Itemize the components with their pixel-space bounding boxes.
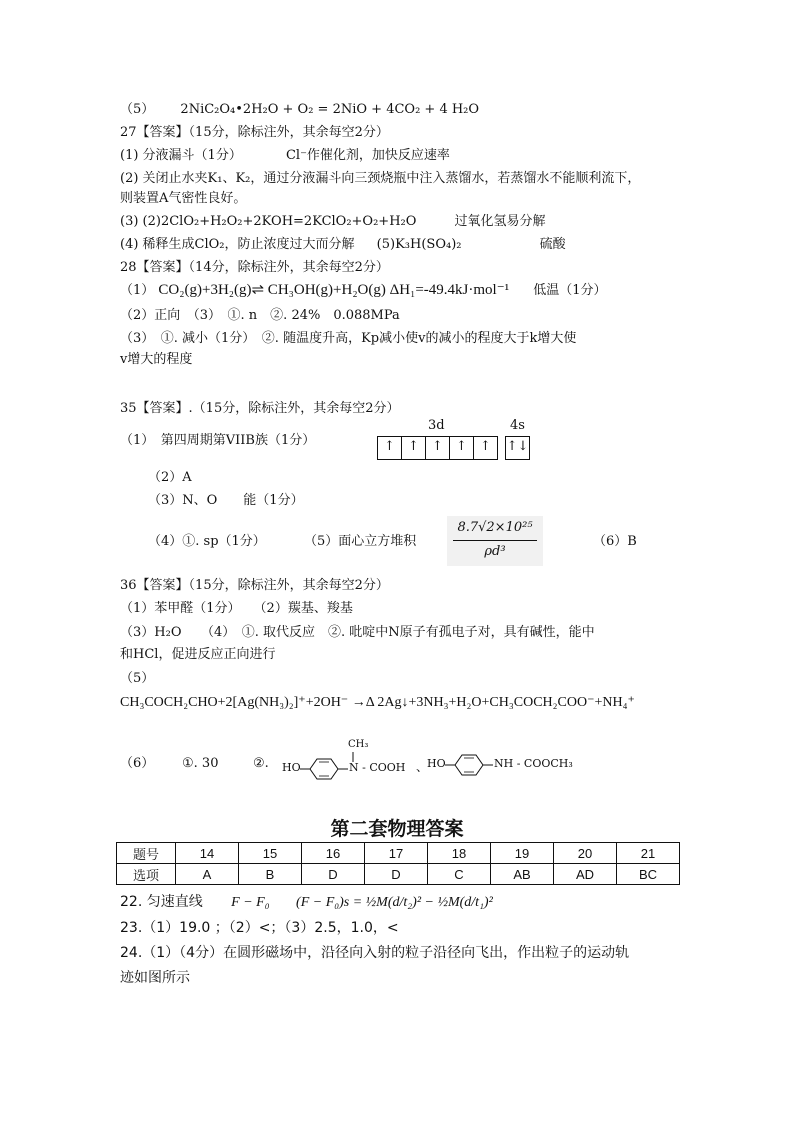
row-label: 选项 [117,864,176,885]
answer-cell: D [365,864,428,885]
fraction-denominator: ρd³ [484,544,506,559]
q27-line2b: 则装置A气密性良好。 [120,191,247,206]
question-number: 14 [176,843,239,864]
s1-n-cooh: N - COOH [349,761,406,774]
orbital-3d-cell: ↑ [450,437,474,459]
q27-line3 [120,213,546,231]
q36-line3b: 和HCl，促进反应正向进行 [120,647,276,662]
answer-cell: BC [617,864,680,885]
q22-formula1: F − F₀ [231,895,270,910]
q36-line1: （1）苯甲醛（1分） （2）羰基、羧基 [120,601,353,616]
orbital-label-3d: 3d [428,418,445,433]
structure-1 [280,738,420,782]
orbital-box-3d [377,436,498,460]
q35-heading: 35【答案】.（15分，除标注外，其余每空2分） [120,401,400,416]
q35-line1: （1） 第四周期第VIIB族（1分） [120,433,316,448]
q23-line: 23.（1）19.0 ；（2）<；（3）2.5，1.0，< [120,920,399,936]
answer-cell: AD [554,864,617,885]
q26-5-line [120,101,479,119]
q35-l4c: （6）B [593,534,637,549]
s2-ho: HO [427,757,446,770]
q35-line3: （3）N、O 能（1分） [148,493,304,508]
q27-l4a: (4) 稀释生成ClO₂，防止浓度过大而分解 [120,237,355,252]
q26-5-equation: 2NiC₂O₄•2H₂O + O₂ = 2NiO + 4CO₂ + 4 H₂O [180,102,480,117]
q27-line1 [120,147,450,165]
q28-equation: CO₂(g)+3H₂(g)⇌ CH₃OH(g)+H₂O(g) ΔH₁=-49.4kJ·mol⁻¹ [158,282,510,298]
q27-l1a: (1) 分液漏斗（1分） [120,148,242,163]
question-number: 21 [617,843,680,864]
q27-l4c: 硫酸 [539,237,566,252]
q28-line3b: v增大的程度 [120,352,193,367]
q36-line5: （5） [120,671,155,686]
q27-l1b: Cl⁻作催化剂，加快反应速率 [285,148,450,163]
q36-line6b: ②. [253,756,269,771]
question-number: 16 [302,843,365,864]
question-number: 20 [554,843,617,864]
fraction-bar [453,540,537,541]
s1-ch3: CH₃ [348,739,369,750]
table-row [117,864,680,885]
q26-5-number: （5） [120,102,155,117]
q22-formula2: (F − F₀)s = ½M(d/t₂)² − ½M(d/t₁)² [296,895,493,910]
q28-heading: 28【答案】（14分，除标注外，其余每空2分） [120,260,389,275]
q36-line3a: （3）H₂O （4） ①. 取代反应 ②. 吡啶中N原子有孤电子对，具有碱性，能中 [120,625,595,640]
answer-cell: AB [491,864,554,885]
q28-line1 [120,281,607,300]
q36-line6-number: （6） [120,756,155,771]
s2-nh-cooch3: NH - COOCH₃ [494,757,573,770]
q27-l3b: 过氧化氢易分解 [454,214,546,229]
answer-cell: D [302,864,365,885]
row-label: 题号 [117,843,176,864]
q27-l3a: (3) (2)2ClO₂+H₂O₂+2KOH=2KClO₂+O₂+H₂O [120,214,417,229]
q35-l4b: （5）面心立方堆积 [303,534,417,549]
q22-label: 22. 匀速直线 [120,894,203,910]
q36-heading: 36【答案】（15分，除标注外，其余每空2分） [120,578,389,593]
q35-l4a: （4）①. sp（1分） [148,534,266,549]
q27-line4 [120,236,566,254]
q24-line-b: 迹如图所示 [120,970,190,986]
question-number: 19 [491,843,554,864]
q36-equation: CH₃COCH₂CHO+2[Ag(NH₃)₂]⁺+2OH⁻ →Δ 2Ag↓+3NH₃+H₂O+CH₃COCH₂COO⁻+NH₄⁺ [120,695,635,710]
orbital-label-4s: 4s [510,418,525,433]
answer-cell: C [428,864,491,885]
orbital-3d-cell: ↑ [480,439,491,454]
q27-heading: 27【答案】（15分，除标注外，其余每空2分） [120,125,389,140]
q28-line3a: （3） ①. 减小（1分） ②. 随温度升高，Kp减小使v的减小的程度大于k增大使 [120,331,577,346]
q28-l1tail: 低温（1分） [533,283,607,298]
q28-l1num: （1） [120,283,155,298]
q28-line2: （2）正向 （3） ①. n ②. 24% 0.088MPa [120,308,400,323]
fraction-numerator: 8.7√2×10²⁵ [457,520,533,535]
orbital-box-4s [505,436,530,460]
q35-line4 [148,533,416,551]
question-number: 18 [428,843,491,864]
density-fraction [447,516,543,566]
q27-line2a: (2) 关闭止水夹K₁、K₂，通过分液漏斗向三颈烧瓶中注入蒸馏水，若蒸馏水不能顺利流下， [120,171,641,186]
physics-answer-table [116,842,680,885]
structure-2 [425,738,585,782]
q27-l4b: (5)K₃H(SO₄)₂ [376,237,462,252]
answer-cell: B [239,864,302,885]
q22-line [120,893,493,912]
orbital-3d-cell: ↑ [426,437,450,459]
table-row [117,843,680,864]
orbital-4s-cell: ↑↓ [506,439,529,454]
orbital-3d-cell: ↑ [402,437,426,459]
question-number: 15 [239,843,302,864]
q24-line-a: 24.（1）（4分）在圆形磁场中，沿径向入射的粒子沿径向飞出，作出粒子的运动轨 [120,945,630,961]
s1-ho: HO [282,761,301,774]
q35-line2: （2）A [148,470,192,485]
orbital-3d-cell: ↑ [378,437,402,459]
structure-separator: 、 [416,760,429,774]
physics-title: 第二套物理答案 [330,818,464,840]
q36-line6a: ①. 30 [182,756,219,771]
answer-cell: A [176,864,239,885]
question-number: 17 [365,843,428,864]
